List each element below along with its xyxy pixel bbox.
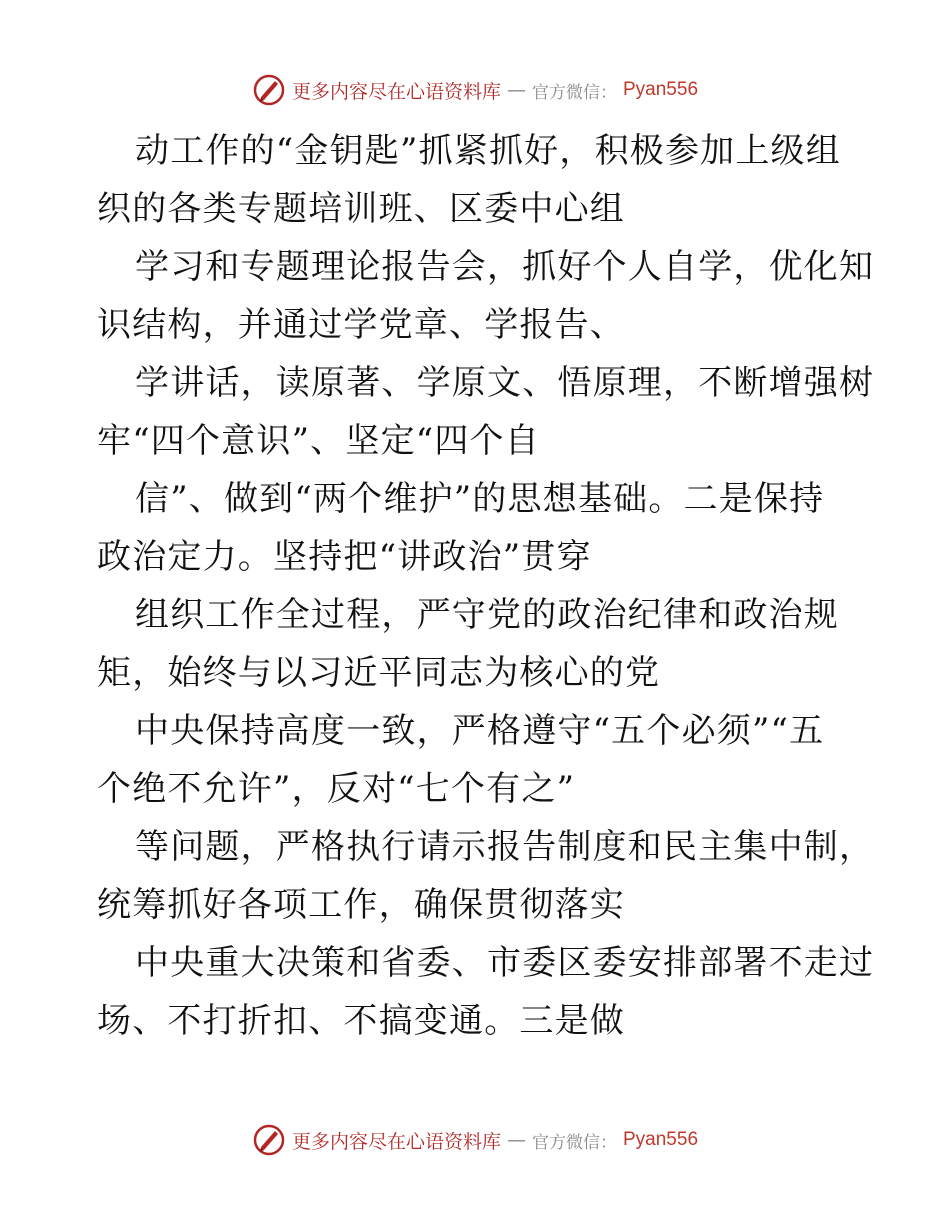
- text-line: 政治定力。坚持把“讲政治”贯穿: [97, 537, 592, 577]
- text-line: 信”、做到“两个维护”的思想基础。二是保持: [135, 479, 825, 519]
- text-line: 学习和专题理论报告会，抓好个人自学，优化知: [135, 247, 875, 287]
- text-line: 矩，始终与以习近平同志为核心的党: [97, 653, 661, 693]
- watermark-dash: —: [507, 79, 526, 101]
- text-line: 场、不打折扣、不搞变通。三是做: [97, 1001, 625, 1041]
- text-line: 等问题，严格执行请示报告制度和民主集中制，: [135, 827, 875, 867]
- text-line: 中央重大决策和省委、市委区委安排部署不走过: [135, 943, 875, 983]
- watermark-wechat-id: Pyan556: [623, 1129, 699, 1150]
- document-body: [97, 122, 875, 1050]
- text-line: 统筹抓好各项工作，确保贯彻落实: [97, 885, 625, 925]
- watermark-subtitle: 官方微信：: [532, 1132, 617, 1153]
- watermark-title: 更多内容尽在心语资料库: [291, 1130, 501, 1153]
- text-line: 动工作的“金钥匙”抓紧抓好，积极参加上级组: [135, 131, 841, 171]
- text-line: 个绝不允许”，反对“七个有之”: [97, 769, 576, 809]
- text-line: 组织工作全过程，严守党的政治纪律和政治规: [135, 595, 839, 635]
- text-line: 中央保持高度一致，严格遵守“五个必须”“五: [135, 711, 825, 751]
- header-watermark: [0, 70, 950, 110]
- text-line: 学讲话，读原著、学原文、悟原理，不断增强树: [135, 363, 875, 403]
- text-line: 织的各类专题培训班、区委中心组: [97, 189, 625, 229]
- footer-watermark: [0, 1120, 950, 1160]
- watermark-subtitle: 官方微信：: [532, 82, 617, 103]
- watermark-wechat-id: Pyan556: [623, 79, 699, 100]
- quill-seal-icon: [252, 73, 286, 107]
- watermark-title: 更多内容尽在心语资料库: [291, 80, 501, 103]
- text-line: 识结构，并通过学党章、学报告、: [97, 305, 625, 345]
- watermark-dash: —: [507, 1129, 526, 1151]
- text-line: 牢“四个意识”、坚定“四个自: [97, 421, 540, 461]
- quill-seal-icon: [252, 1123, 286, 1157]
